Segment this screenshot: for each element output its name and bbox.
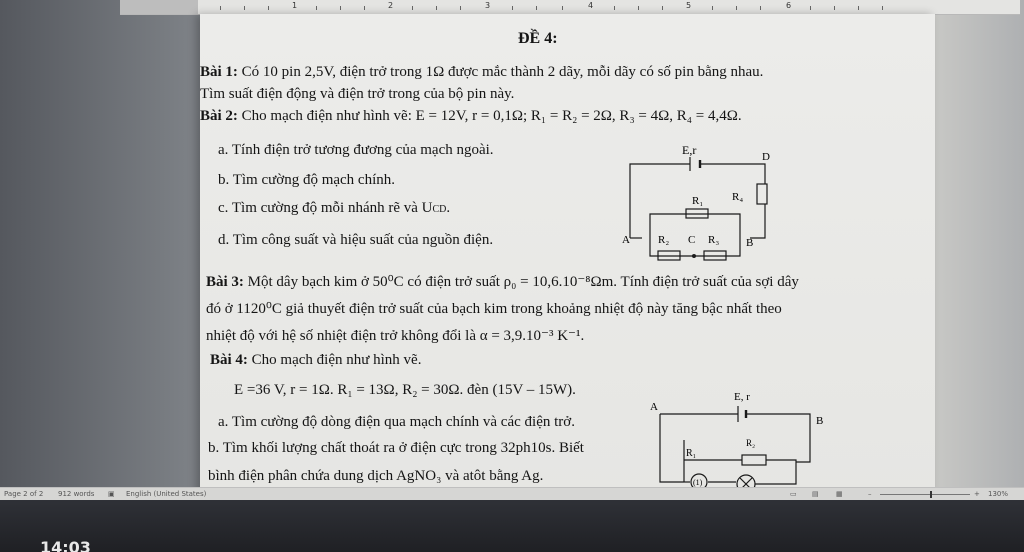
node-c xyxy=(692,254,696,258)
proofing-icon[interactable]: ▣ xyxy=(108,490,115,498)
bai2-intro-line xyxy=(200,108,742,125)
bai2-circuit-diagram xyxy=(620,142,780,266)
wire xyxy=(700,164,765,184)
bai3-text-2: đó ở 1120⁰C giả thuyết điện trở suất của bạch kim trong khoảng nhiệt độ này tăng bậc nhất theo xyxy=(206,301,782,317)
ruler-number: 2 xyxy=(388,1,394,10)
bai4-question-b2: bình điện phân chứa dung dịch AgNO₃ và atôt bằng Ag. xyxy=(208,468,544,484)
ruler-tick xyxy=(316,6,317,10)
diagram-node-b: B xyxy=(746,237,754,249)
ruler-tick xyxy=(638,6,639,10)
bai3-text-1: Một dây bạch kim ở 50⁰C có điện trở suất ρ₀ = 10,6.10⁻⁸Ωm. Tính điện trở suất của sợi dây xyxy=(247,274,799,290)
ruler-tick xyxy=(512,6,513,10)
horizontal-ruler[interactable] xyxy=(120,0,1020,15)
bai2-question-c xyxy=(218,200,450,217)
bai4-question-a: a. Tìm cường độ dòng điện qua mạch chính và các điện trở. xyxy=(218,414,575,430)
document-page[interactable] xyxy=(200,14,935,500)
ruler-tick xyxy=(562,6,563,10)
ruler-tick xyxy=(834,6,835,10)
wire xyxy=(750,204,765,238)
bai1-text-1: Có 10 pin 2,5V, điện trở trong 1Ω được mắc thành 2 dãy, mỗi dãy có số pin bằng nhau. xyxy=(241,64,764,80)
bai4-intro-line xyxy=(210,352,421,369)
diagram-node-a: A xyxy=(622,234,630,246)
status-bar xyxy=(0,487,1024,501)
ruler-tick xyxy=(268,6,269,10)
bai4-values: E =36 V, r = 1Ω. R₁ = 13Ω, R₂ = 30Ω. đèn (15V – 15W). xyxy=(234,382,576,398)
diagram-node-d: D xyxy=(762,151,770,163)
diagram-r2-label: R₂ xyxy=(658,234,670,246)
ruler-number: 3 xyxy=(485,1,491,10)
bai2-question-c-end: . xyxy=(446,200,451,216)
clock: 14:03 xyxy=(40,538,91,552)
word-count[interactable]: 912 words xyxy=(58,490,95,498)
bai2-question-c-sub: CD xyxy=(432,204,447,215)
workspace-right xyxy=(930,0,1024,500)
bai2-question-c-text: c. Tìm cường độ mỗi nhánh rẽ và U xyxy=(218,200,433,216)
ruler-tick xyxy=(858,6,859,10)
diagram-node-b: B xyxy=(816,415,824,427)
diagram-r3-label: R₃ xyxy=(708,234,720,246)
ruler-tick xyxy=(364,6,365,10)
bai2-intro: Cho mạch điện như hình vẽ: E = 12V, r = 0,1Ω; R₁ = R₂ = 2Ω, R₃ = 4Ω, R₄ = 4,4Ω. xyxy=(241,108,742,124)
zoom-out-button[interactable]: – xyxy=(868,490,872,498)
bai2-question-d: d. Tìm công suất và hiệu suất của nguồn điện. xyxy=(218,232,494,248)
wire xyxy=(766,460,796,484)
ruler-tick xyxy=(460,6,461,10)
ruler-tick xyxy=(760,6,761,10)
ruler-number: 1 xyxy=(292,1,298,10)
ruler-tick xyxy=(882,6,883,10)
resistor-r4 xyxy=(757,184,767,204)
ruler-number: 6 xyxy=(786,1,792,10)
diagram-r1-label: R₁ xyxy=(686,448,697,459)
resistor-r2 xyxy=(742,455,766,465)
bai4-circuit-diagram xyxy=(650,380,830,500)
read-mode-icon[interactable]: ▭ xyxy=(790,490,797,498)
bai1-text-2: Tìm suất điện động và điện trở trong của bộ pin này. xyxy=(200,86,515,102)
web-layout-icon[interactable]: ▦ xyxy=(836,490,843,498)
bai3-text-3: nhiệt độ với hệ số nhiệt điện trở không đổi là α = 3,9.10⁻³ K⁻¹. xyxy=(206,328,585,344)
bai1-line1 xyxy=(200,64,763,81)
bai4-question-b: b. Tìm khối lượng chất thoát ra ở điện cực trong 32ph10s. Biết xyxy=(208,440,584,456)
diagram-r1-label: R₁ xyxy=(692,195,704,207)
diagram-node-c: C xyxy=(688,234,696,246)
diagram-node-a: A xyxy=(650,401,658,413)
diagram-r2-label: R₂ xyxy=(746,438,756,448)
bai2-label: Bài 2: xyxy=(200,108,238,124)
zoom-in-button[interactable]: + xyxy=(974,490,980,498)
ruler-tick xyxy=(614,6,615,10)
zoom-slider[interactable] xyxy=(880,494,970,495)
page-count[interactable]: Page 2 of 2 xyxy=(4,490,44,498)
bai2-question-a: a. Tính điện trở tương đương của mạch ngoài. xyxy=(218,142,494,158)
bai4-intro: Cho mạch điện như hình vẽ. xyxy=(251,352,422,368)
diagram-cell-label: (1) xyxy=(693,478,703,487)
ruler-tick xyxy=(736,6,737,10)
ruler-tick xyxy=(412,6,413,10)
wire xyxy=(630,164,690,238)
bai2-question-b: b. Tìm cường độ mạch chính. xyxy=(218,172,396,188)
ruler-tick xyxy=(536,6,537,10)
ruler-number: 5 xyxy=(686,1,692,10)
ruler-tick xyxy=(436,6,437,10)
language-indicator[interactable]: English (United States) xyxy=(126,490,207,498)
document-heading: ĐỀ 4: xyxy=(518,30,558,47)
zoom-level[interactable]: 130% xyxy=(988,490,1009,498)
bai4-label: Bài 4: xyxy=(210,352,248,368)
ruler-tick xyxy=(662,6,663,10)
workspace-left xyxy=(0,0,200,500)
bai3-label: Bài 3: xyxy=(206,274,244,290)
wire xyxy=(660,414,684,482)
ruler-tick xyxy=(810,6,811,10)
ruler-tick xyxy=(340,6,341,10)
diagram-source-label: E,r xyxy=(682,143,697,157)
ruler-margin[interactable] xyxy=(120,0,198,14)
diagram-source-label: E, r xyxy=(734,391,750,403)
ruler-number: 4 xyxy=(588,1,594,10)
zoom-slider-handle[interactable] xyxy=(930,491,932,498)
bai3-line1 xyxy=(206,272,799,291)
ruler-tick xyxy=(712,6,713,10)
ruler-tick xyxy=(244,6,245,10)
taskbar xyxy=(0,500,1024,552)
print-layout-icon[interactable]: ▤ xyxy=(812,490,819,498)
ruler-tick xyxy=(220,6,221,10)
bai1-label: Bài 1: xyxy=(200,64,238,80)
diagram-r4-label: R₄ xyxy=(732,191,744,203)
